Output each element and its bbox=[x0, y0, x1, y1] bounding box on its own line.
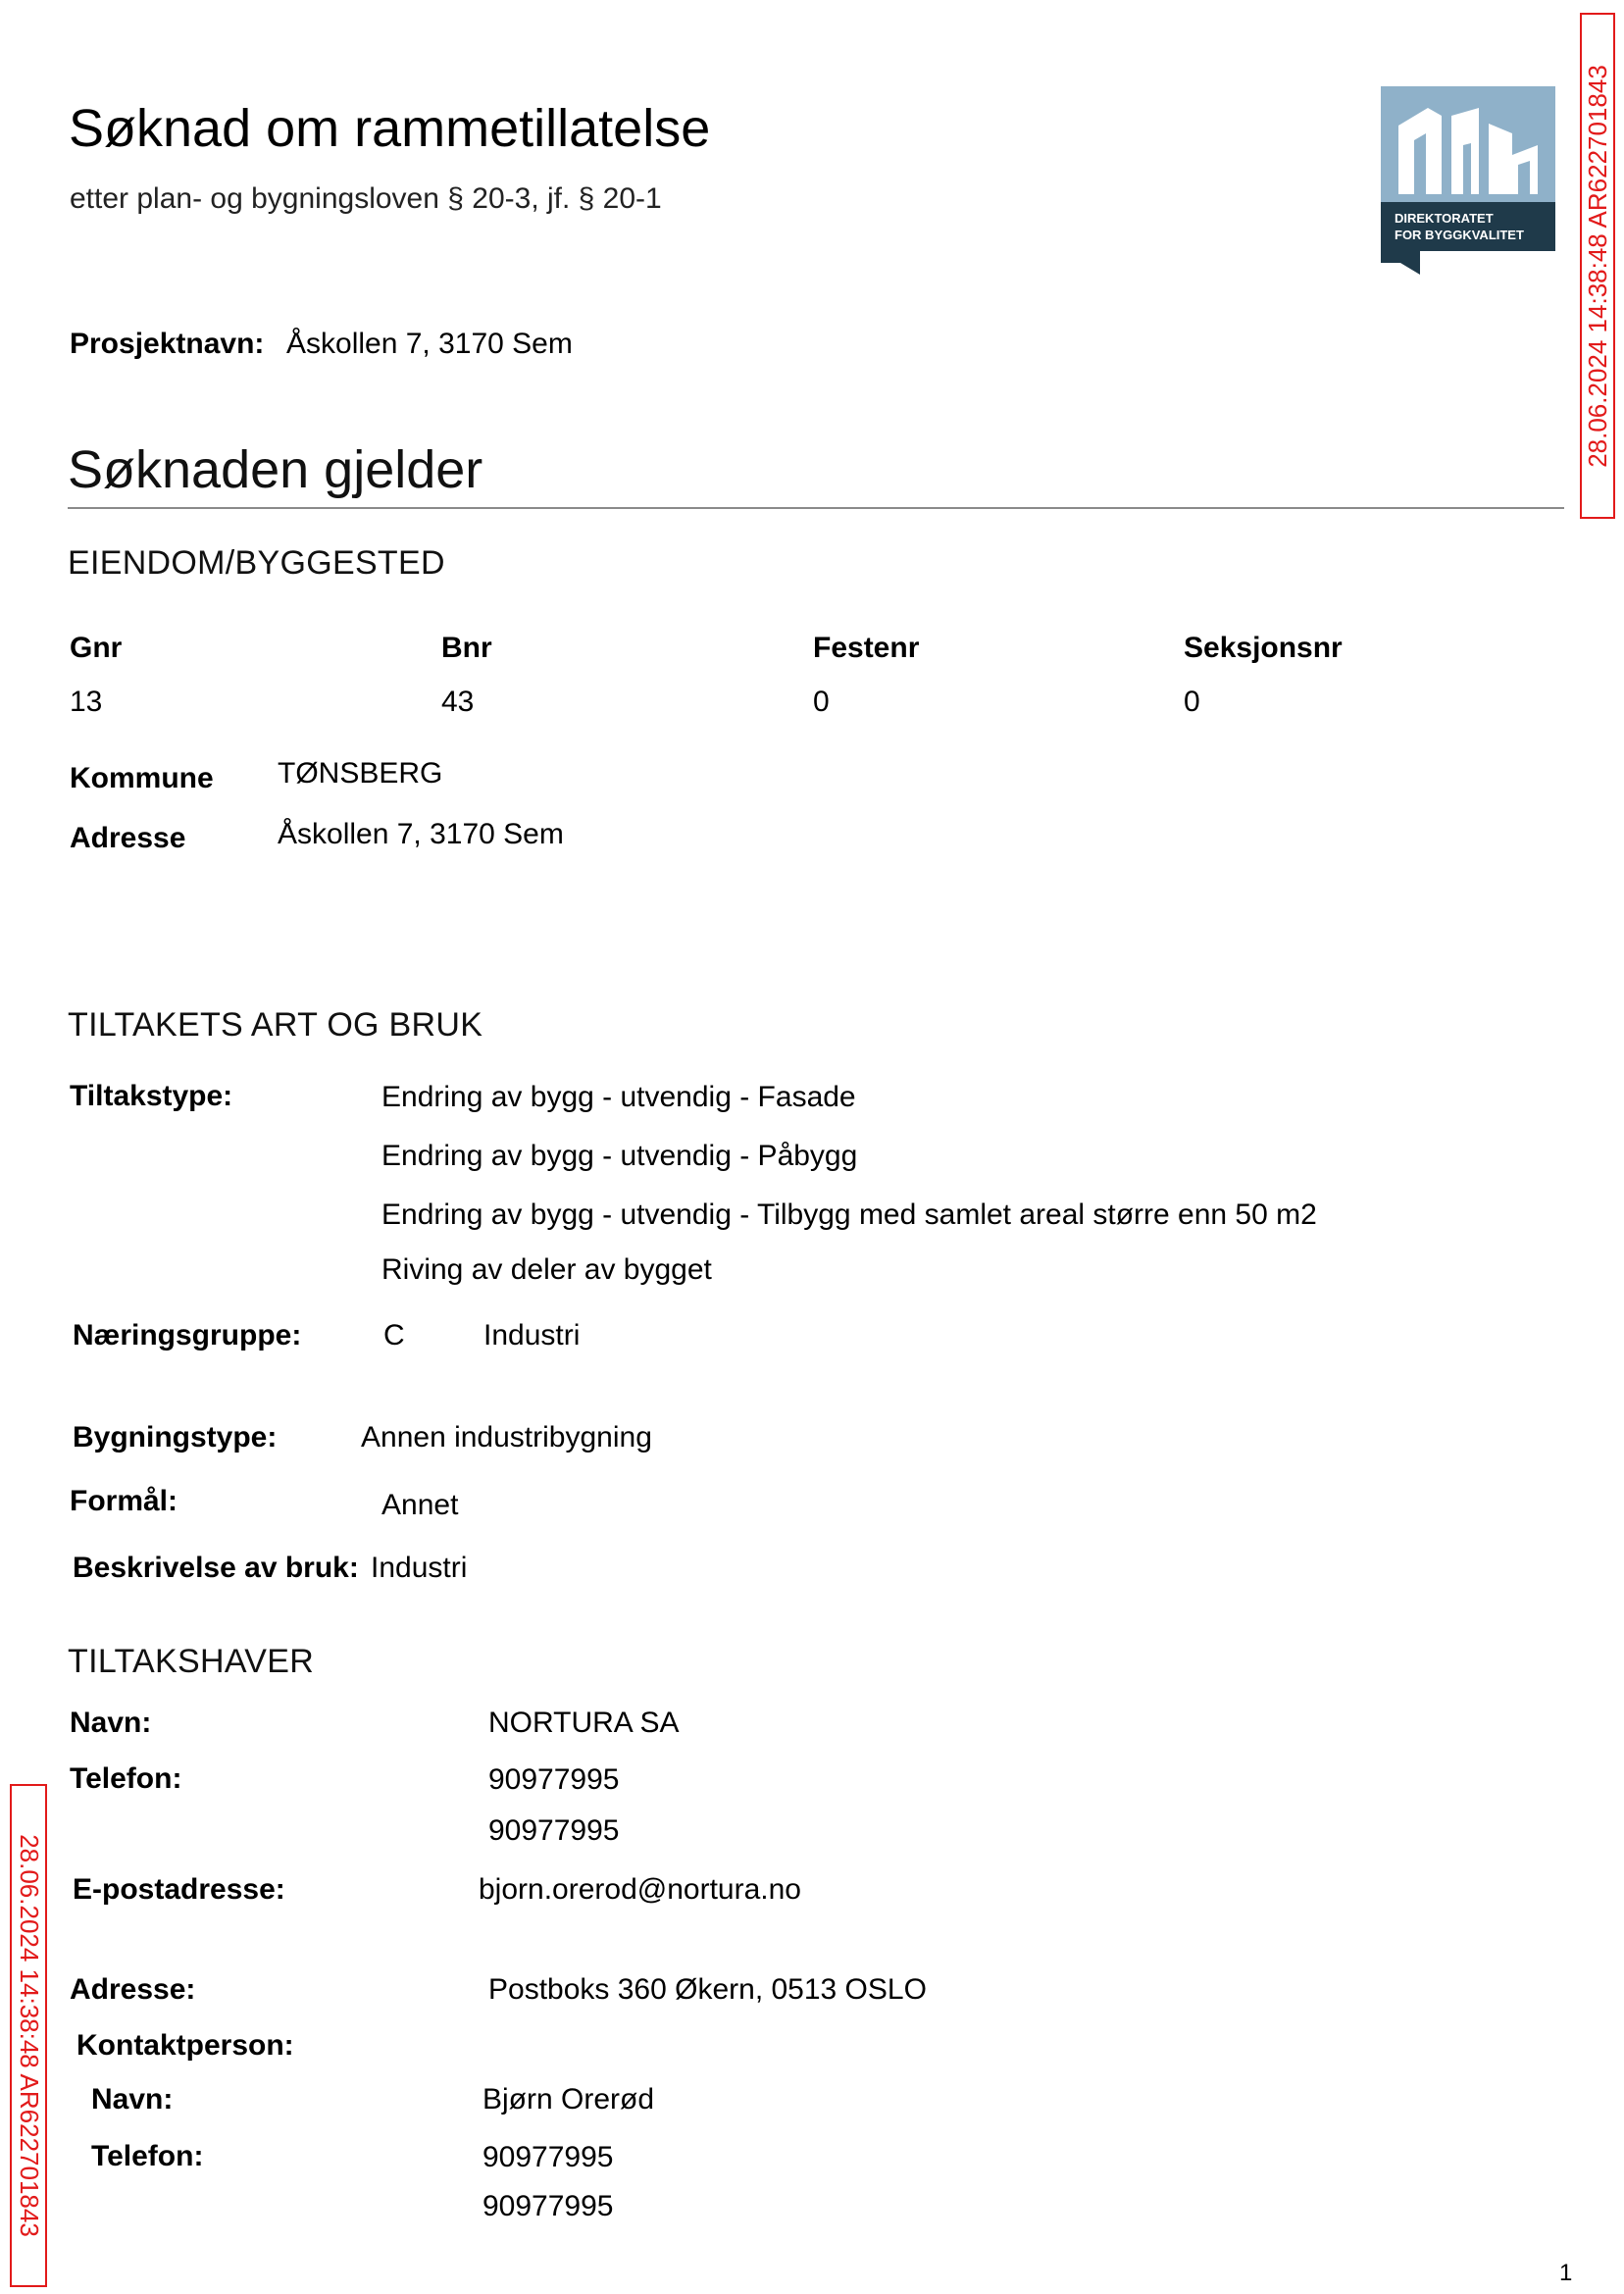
tiltakshaver-adresse-label: Adresse: bbox=[70, 1973, 196, 2006]
eiendom-heading: EIENDOM/BYGGESTED bbox=[68, 544, 445, 582]
project-label: Prosjektnavn: bbox=[70, 328, 265, 360]
section-title: Søknaden gjelder bbox=[68, 440, 483, 499]
seksjonsnr-value: 0 bbox=[1184, 686, 1200, 718]
section-divider bbox=[68, 507, 1564, 509]
received-stamp-top bbox=[1580, 13, 1615, 519]
tiltakshaver-navn-value: NORTURA SA bbox=[488, 1707, 680, 1739]
naeringsgruppe-label: Næringsgruppe: bbox=[73, 1319, 302, 1351]
tiltakshaver-telefon-value: 90977995 bbox=[488, 1763, 620, 1796]
received-stamp-left bbox=[10, 1784, 47, 2287]
beskrivelse-value: Industri bbox=[371, 1552, 468, 1584]
dibk-logo bbox=[1381, 86, 1555, 275]
bnr-value: 43 bbox=[441, 686, 475, 718]
stamp-text: 28.06.2024 14:38:48 AR622701843 bbox=[14, 1834, 44, 2237]
logo-line-1: DIREKTORATET bbox=[1395, 211, 1494, 226]
bnr-label: Bnr bbox=[441, 632, 492, 664]
tiltakshaver-heading: TILTAKSHAVER bbox=[68, 1643, 315, 1680]
formal-label: Formål: bbox=[70, 1485, 178, 1517]
kommune-label: Kommune bbox=[70, 762, 214, 794]
tiltakshaver-telefon-value: 90977995 bbox=[488, 1814, 620, 1847]
tiltakstype-item: Endring av bygg - utvendig - Fasade bbox=[381, 1081, 856, 1113]
tiltakshaver-adresse-value: Postboks 360 Økern, 0513 OSLO bbox=[488, 1973, 927, 2006]
kontakt-navn-value: Bjørn Orerød bbox=[482, 2083, 655, 2116]
tiltak-heading: TILTAKETS ART OG BRUK bbox=[68, 1006, 483, 1044]
adresse-label: Adresse bbox=[70, 822, 186, 854]
festenr-value: 0 bbox=[813, 686, 830, 718]
epost-value: bjorn.orerod@nortura.no bbox=[479, 1873, 801, 1906]
dibk-logo-icon bbox=[1381, 86, 1555, 275]
naeringsgruppe-code: C bbox=[383, 1319, 405, 1351]
logo-line-2: FOR BYGGKVALITET bbox=[1395, 228, 1524, 242]
tiltakshaver-navn-label: Navn: bbox=[70, 1707, 152, 1739]
gnr-value: 13 bbox=[70, 686, 103, 718]
gnr-label: Gnr bbox=[70, 632, 123, 664]
tiltakstype-label: Tiltakstype: bbox=[70, 1080, 233, 1112]
seksjonsnr-label: Seksjonsnr bbox=[1184, 632, 1343, 664]
kommune-value: TØNSBERG bbox=[278, 757, 443, 790]
formal-value: Annet bbox=[381, 1489, 459, 1521]
document-subtitle: etter plan- og bygningsloven § 20-3, jf. § 20-1 bbox=[70, 182, 662, 215]
adresse-value: Åskollen 7, 3170 Sem bbox=[278, 818, 564, 850]
tiltakstype-item: Endring av bygg - utvendig - Påbygg bbox=[381, 1140, 858, 1172]
beskrivelse-label: Beskrivelse av bruk: bbox=[73, 1552, 359, 1584]
kontaktperson-label: Kontaktperson: bbox=[76, 2029, 294, 2062]
naeringsgruppe-value: Industri bbox=[483, 1319, 581, 1351]
kontakt-telefon-label: Telefon: bbox=[91, 2140, 204, 2172]
festenr-label: Festenr bbox=[813, 632, 920, 664]
stamp-text: 28.06.2024 14:38:48 AR622701843 bbox=[1582, 64, 1612, 468]
epost-label: E-postadresse: bbox=[73, 1873, 285, 1906]
document-title: Søknad om rammetillatelse bbox=[69, 99, 711, 158]
tiltakshaver-telefon-label: Telefon: bbox=[70, 1762, 182, 1795]
tiltakstype-item: Endring av bygg - utvendig - Tilbygg med samlet areal større enn 50 m2 bbox=[381, 1198, 1317, 1231]
bygningstype-value: Annen industribygning bbox=[361, 1421, 652, 1453]
kontakt-telefon-value: 90977995 bbox=[482, 2190, 614, 2222]
kontakt-telefon-value: 90977995 bbox=[482, 2141, 614, 2173]
project-value: Åskollen 7, 3170 Sem bbox=[286, 328, 573, 360]
tiltakstype-item: Riving av deler av bygget bbox=[381, 1253, 712, 1286]
page-number: 1 bbox=[1559, 2260, 1573, 2286]
bygningstype-label: Bygningstype: bbox=[73, 1421, 278, 1453]
kontakt-navn-label: Navn: bbox=[91, 2083, 174, 2116]
